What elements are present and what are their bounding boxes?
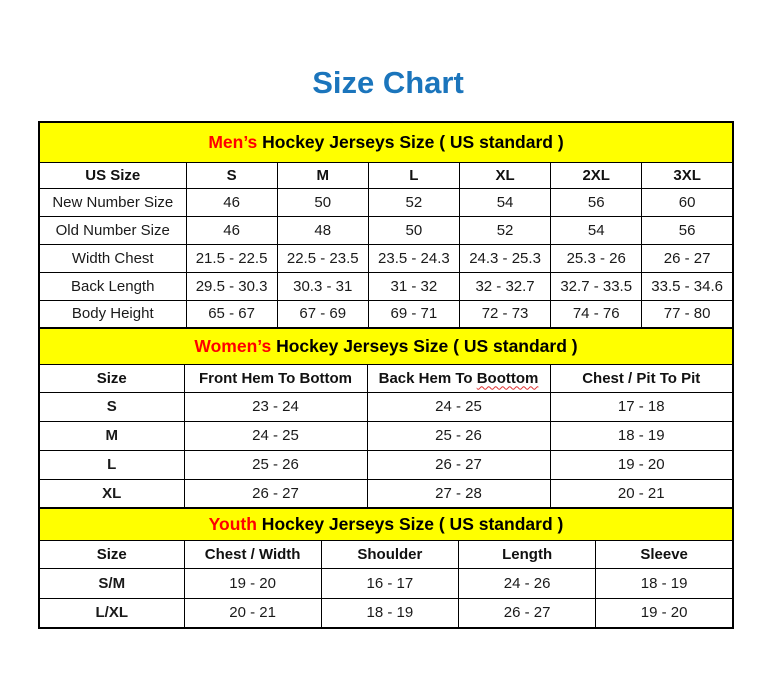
youth-size-table <box>38 507 734 629</box>
size-value: 46 <box>186 188 277 216</box>
womens-heading-red-word: Women’s <box>194 335 272 356</box>
table-row <box>39 598 733 628</box>
youth-header-row <box>39 540 733 568</box>
size-value: 26 - 27 <box>642 244 733 272</box>
table-row <box>39 188 733 216</box>
column-header: Shoulder <box>321 540 458 568</box>
womens-size-table <box>38 327 734 509</box>
row-label: XL <box>39 479 184 508</box>
row-label: M <box>39 421 184 450</box>
misspelled-word: Boottom <box>476 369 539 387</box>
size-value: 23 - 24 <box>184 392 367 421</box>
size-value: 20 - 21 <box>550 479 733 508</box>
table-row <box>39 392 733 421</box>
size-value: 18 - 19 <box>596 568 733 598</box>
column-header: L <box>368 162 459 188</box>
size-value: 32 - 32.7 <box>459 272 550 300</box>
column-header: S <box>186 162 277 188</box>
womens-heading-text: Hockey Jerseys Size ( US standard ) <box>271 335 578 356</box>
size-value: 19 - 20 <box>596 598 733 628</box>
column-header: Size <box>39 540 184 568</box>
column-header-with-typo <box>367 364 550 392</box>
mens-heading-text: Hockey Jerseys Size ( US standard ) <box>257 131 564 152</box>
column-header: Chest / Width <box>184 540 321 568</box>
youth-section-heading-row <box>39 508 733 540</box>
size-value: 67 - 69 <box>277 300 368 328</box>
mens-section-heading <box>39 122 733 162</box>
size-value: 25.3 - 26 <box>551 244 642 272</box>
mens-section-heading-row <box>39 122 733 162</box>
table-row <box>39 300 733 328</box>
column-header-prefix: Back Hem To <box>378 369 477 387</box>
column-header: XL <box>459 162 550 188</box>
table-row <box>39 272 733 300</box>
size-value: 17 - 18 <box>550 392 733 421</box>
mens-header-row <box>39 162 733 188</box>
size-value: 18 - 19 <box>550 421 733 450</box>
size-value: 19 - 20 <box>550 450 733 479</box>
column-header: M <box>277 162 368 188</box>
row-label: L <box>39 450 184 479</box>
size-value: 26 - 27 <box>367 450 550 479</box>
size-value: 26 - 27 <box>459 598 596 628</box>
column-header: Chest / Pit To Pit <box>550 364 733 392</box>
row-label: New Number Size <box>39 188 186 216</box>
size-value: 32.7 - 33.5 <box>551 272 642 300</box>
size-value: 46 <box>186 216 277 244</box>
size-value: 21.5 - 22.5 <box>186 244 277 272</box>
size-value: 54 <box>459 188 550 216</box>
size-value: 24 - 25 <box>367 392 550 421</box>
youth-heading-red-word: Youth <box>208 513 257 534</box>
size-chart-tables <box>38 121 734 629</box>
row-label: S/M <box>39 568 184 598</box>
size-value: 72 - 73 <box>459 300 550 328</box>
table-row <box>39 244 733 272</box>
size-value: 25 - 26 <box>367 421 550 450</box>
youth-heading-text: Hockey Jerseys Size ( US standard ) <box>256 513 564 534</box>
youth-section-heading <box>39 508 733 540</box>
size-value: 52 <box>368 188 459 216</box>
column-header: 2XL <box>551 162 642 188</box>
size-value: 29.5 - 30.3 <box>186 272 277 300</box>
size-value: 52 <box>459 216 550 244</box>
size-value: 50 <box>277 188 368 216</box>
size-value: 74 - 76 <box>551 300 642 328</box>
row-label: Width Chest <box>39 244 186 272</box>
size-value: 54 <box>551 216 642 244</box>
page-title: Size Chart <box>312 65 464 100</box>
size-value: 19 - 20 <box>184 568 321 598</box>
column-header: Sleeve <box>596 540 733 568</box>
row-label: S <box>39 392 184 421</box>
column-header: US Size <box>39 162 186 188</box>
size-value: 24 - 26 <box>459 568 596 598</box>
column-header: Length <box>459 540 596 568</box>
table-row <box>39 568 733 598</box>
mens-size-table <box>38 121 734 329</box>
size-value: 22.5 - 23.5 <box>277 244 368 272</box>
size-value: 26 - 27 <box>184 479 367 508</box>
womens-section-heading <box>39 328 733 364</box>
womens-header-row <box>39 364 733 392</box>
row-label: L/XL <box>39 598 184 628</box>
size-value: 33.5 - 34.6 <box>642 272 733 300</box>
size-value: 18 - 19 <box>321 598 458 628</box>
size-value: 27 - 28 <box>367 479 550 508</box>
table-row <box>39 450 733 479</box>
size-value: 60 <box>642 188 733 216</box>
size-value: 25 - 26 <box>184 450 367 479</box>
size-value: 23.5 - 24.3 <box>368 244 459 272</box>
size-value: 20 - 21 <box>184 598 321 628</box>
size-value: 16 - 17 <box>321 568 458 598</box>
size-value: 30.3 - 31 <box>277 272 368 300</box>
size-value: 50 <box>368 216 459 244</box>
table-row <box>39 479 733 508</box>
size-value: 24.3 - 25.3 <box>459 244 550 272</box>
size-value: 48 <box>277 216 368 244</box>
size-value: 77 - 80 <box>642 300 733 328</box>
column-header: Front Hem To Bottom <box>184 364 367 392</box>
column-header: Size <box>39 364 184 392</box>
size-value: 56 <box>642 216 733 244</box>
size-value: 65 - 67 <box>186 300 277 328</box>
mens-heading-red-word: Men’s <box>208 131 258 152</box>
size-value: 31 - 32 <box>368 272 459 300</box>
column-header: 3XL <box>642 162 733 188</box>
size-value: 69 - 71 <box>368 300 459 328</box>
row-label: Old Number Size <box>39 216 186 244</box>
table-row <box>39 421 733 450</box>
row-label: Back Length <box>39 272 186 300</box>
table-row <box>39 216 733 244</box>
row-label: Body Height <box>39 300 186 328</box>
size-value: 56 <box>551 188 642 216</box>
womens-section-heading-row <box>39 328 733 364</box>
size-value: 24 - 25 <box>184 421 367 450</box>
